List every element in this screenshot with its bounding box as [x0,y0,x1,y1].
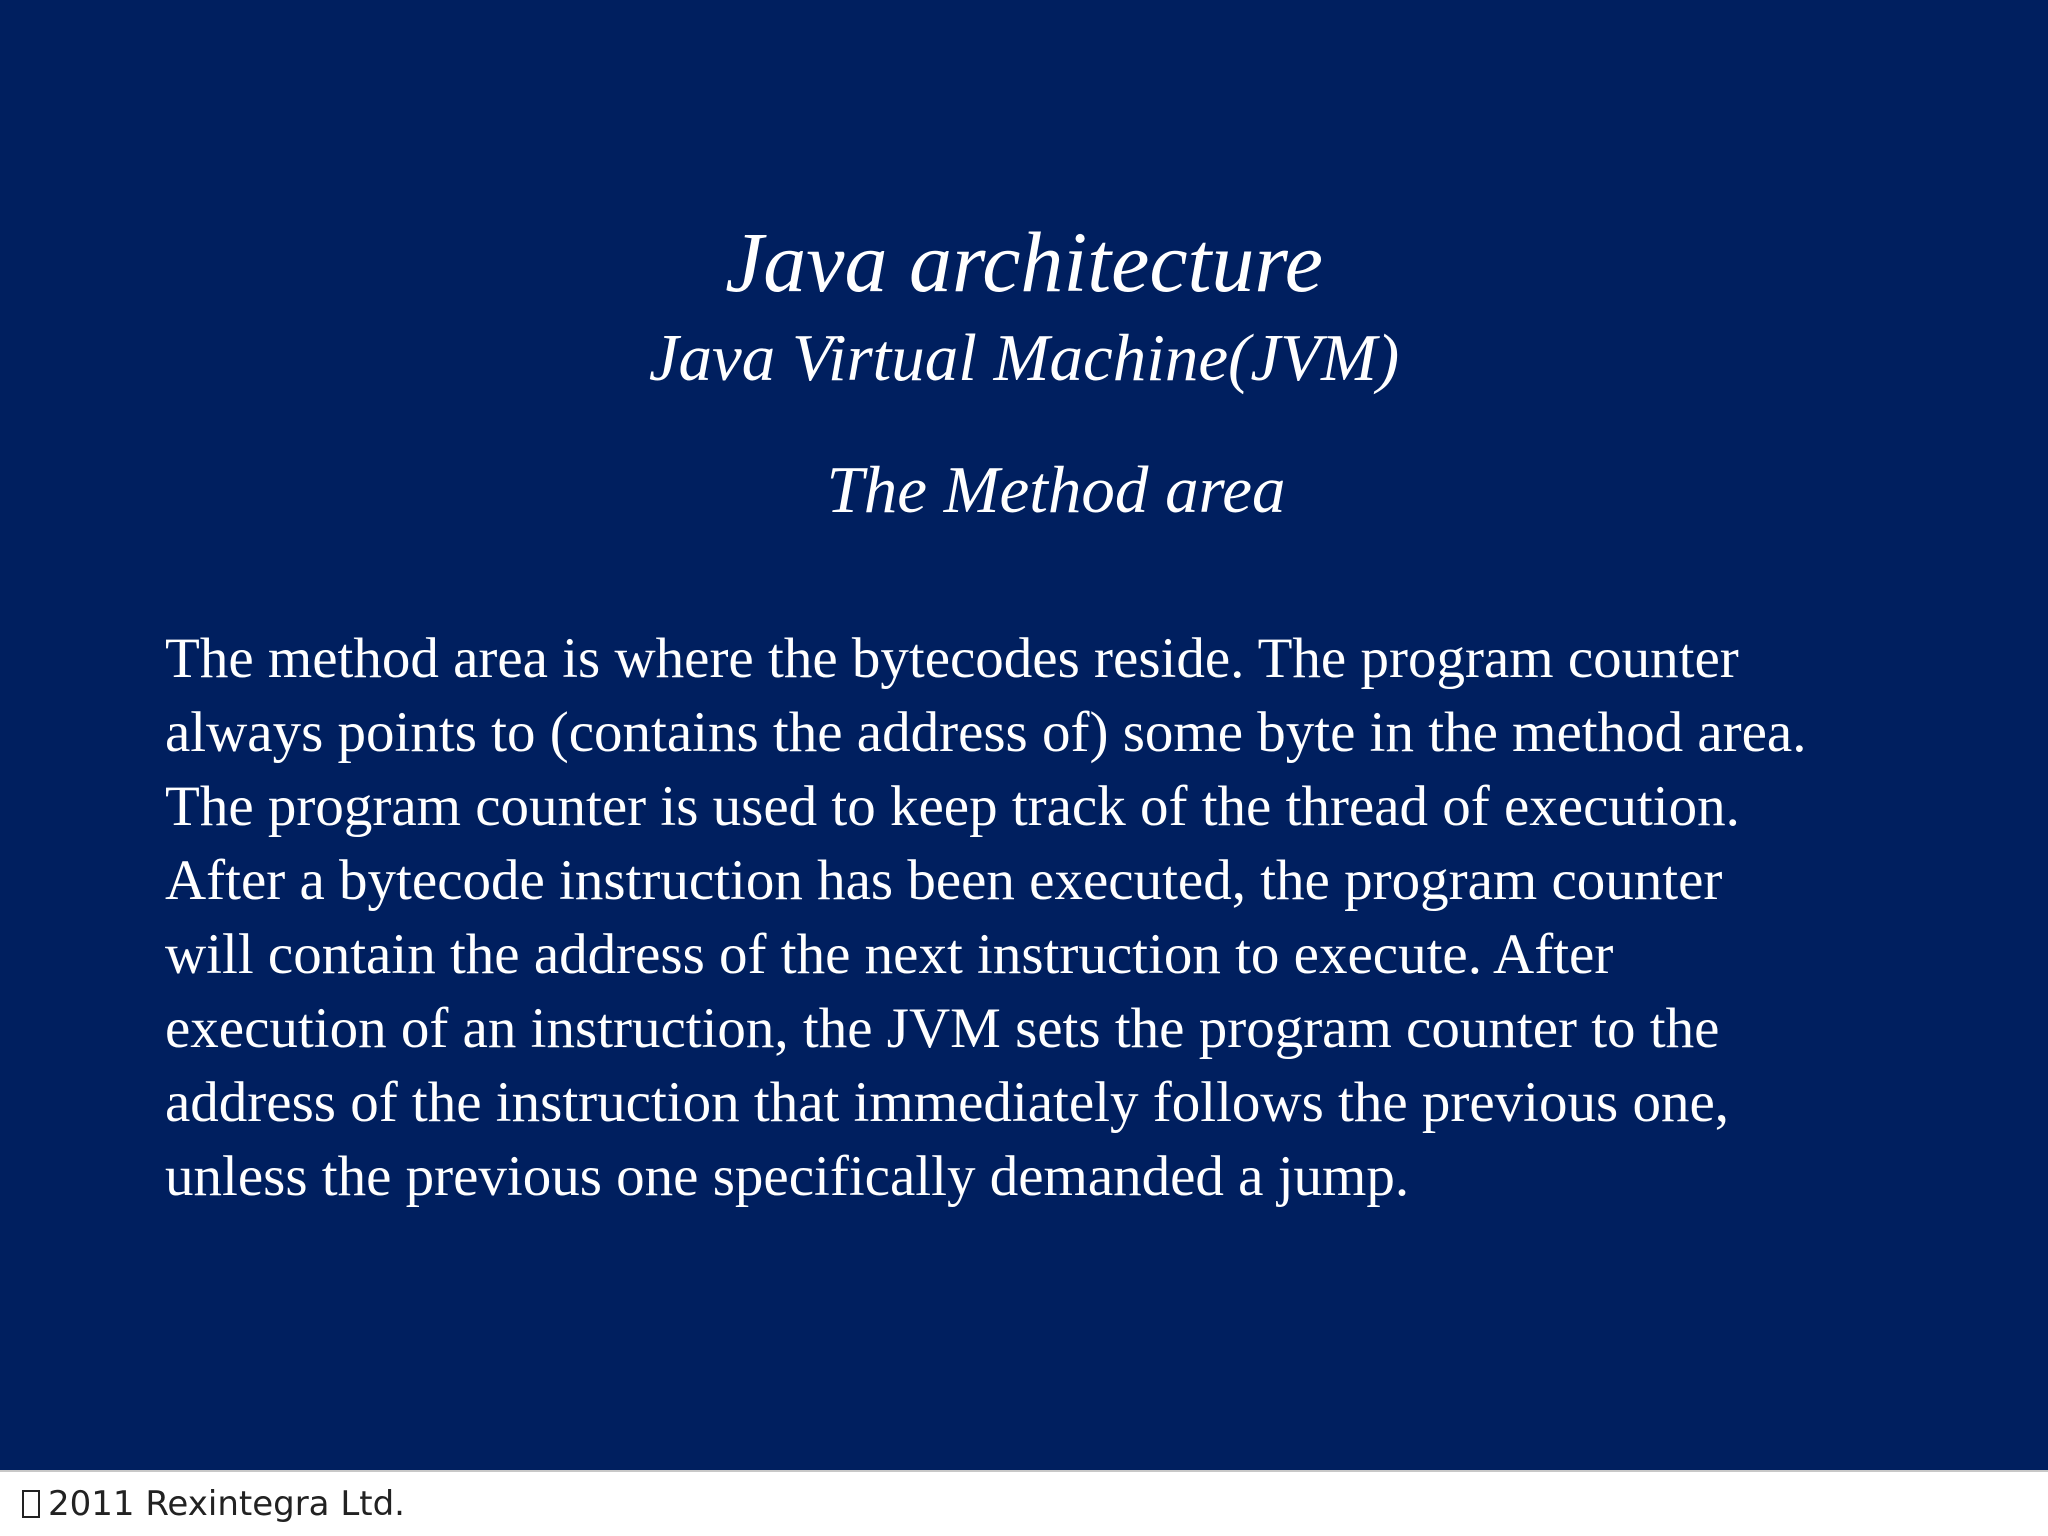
section-title-text: The Method area [826,453,1286,527]
body-line: will contain the address of the next instruction to execute. After [165,923,1614,986]
slide-subtitle: Java Virtual Machine(JVM) [648,321,1400,395]
body-line: always points to (contains the address of) some byte in the method area. [165,701,1807,764]
body-line: The method area is where the bytecodes reside. The program counter [165,627,1739,690]
copyright-symbol-placeholder-icon [22,1490,40,1518]
body-line: After a bytecode instruction has been executed, the program counter [165,849,1723,912]
body-line: The program counter is used to keep track of the thread of execution. [165,775,1740,838]
body-line: unless the previous one specifically demanded a jump. [165,1145,1410,1208]
body-line: address of the instruction that immediately follows the previous one, [165,1071,1729,1134]
section-title [0,450,2048,530]
body-line: execution of an instruction, the JVM sets the program counter to the [165,997,1720,1060]
footer-bar [0,1470,2048,1536]
body-paragraph [165,622,2005,1214]
copyright-text: 2011 Rexintegra Ltd. [48,1484,405,1524]
slide-title: Java architecture [725,214,1323,310]
copyright-notice [22,1484,405,1524]
